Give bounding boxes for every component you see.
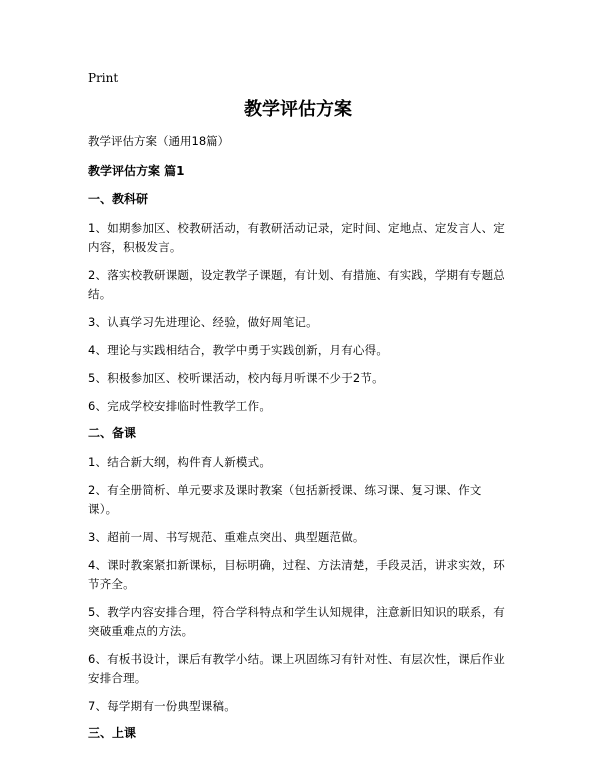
document-title: 教学评估方案: [244, 99, 352, 120]
paragraph: 1、结合新大纲，构件育人新模式。: [88, 455, 272, 469]
paragraph: 1、如期参加区、校教研活动，有教研活动记录，定时间、定地点、定发言人、定内容，积极发言。: [88, 221, 506, 254]
section-class: [88, 725, 508, 741]
paragraph: 4、理论与实践相结合，教学中勇于实践创新，月有心得。: [88, 343, 389, 357]
paragraph: 5、积极参加区、校听课活动，校内每月听课不少于2节。: [88, 371, 384, 385]
section-heading: 二、备课: [88, 426, 137, 440]
paragraph: 2、有全册简析、单元要求及课时教案（包括新授课、练习课、复习课、作文课）。: [88, 483, 482, 516]
document-subtitle: 教学评估方案（通用18篇）: [88, 134, 230, 148]
paragraph: 3、超前一周、书写规范、重难点突出、典型题范做。: [88, 530, 365, 544]
section-heading: 一、教科研: [88, 192, 149, 206]
paragraph: 6、完成学校安排临时性教学工作。: [88, 399, 272, 413]
paragraph: 2、落实校教研课题，设定教学子课题，有计划、有措施、有实践，学期有专题总结。: [88, 268, 506, 301]
paragraph: 5、教学内容安排合理，符合学科特点和学生认知规律，注意新旧知识的联系，有突破重难点的方法。: [88, 605, 506, 638]
section-lesson-prep: [88, 425, 508, 716]
paragraph: 4、课时教案紧扣新课标，目标明确，过程、方法清楚，手段灵活，讲求实效，环节齐全。: [88, 558, 506, 591]
print-link[interactable]: Print: [88, 71, 119, 85]
paragraph: 3、认真学习先进理论、经验，做好周笔记。: [88, 315, 318, 329]
paragraph: 7、每学期有一份典型课稿。: [88, 699, 236, 713]
section-teaching-research: [88, 191, 508, 416]
paragraph: 6、有板书设计，课后有教学小结。课上巩固练习有针对性、有层次性，课后作业安排合理。: [88, 652, 506, 685]
part-title: 教学评估方案 篇1: [88, 164, 185, 178]
section-heading: 三、上课: [88, 726, 137, 740]
